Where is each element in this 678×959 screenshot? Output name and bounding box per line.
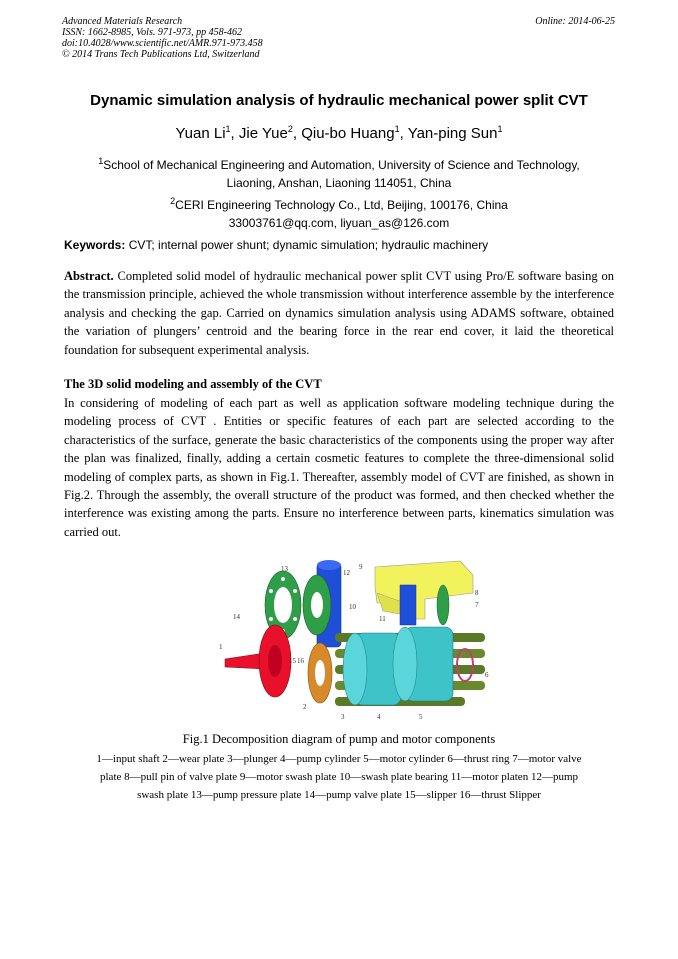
- keywords-text: CVT; internal power shunt; dynamic simulation; hydraulic machinery: [125, 238, 489, 252]
- affiliation-2: $^2$CERI Engineering Technology Co., Ltd, Beijing, 100176, China: [170, 196, 508, 212]
- affiliation-sup: 2: [170, 196, 176, 206]
- affiliation-sup: 1: [98, 156, 104, 166]
- figure-label: 16: [297, 657, 304, 665]
- author-sup: 1: [394, 124, 400, 134]
- online-date: Online: 2014-06-25: [535, 16, 615, 27]
- figure-label: 11: [379, 615, 386, 623]
- exploded-assembly-figure: [205, 553, 495, 728]
- affiliation-1-line-1: $^1$School of Mechanical Engineering and Automation, University of Science and Technology,: [98, 156, 580, 172]
- keywords-label: Keywords:: [64, 238, 126, 252]
- section-body: In considering of modeling of each part as well as application software modeling technique during the modeling process of CVT . Entities or specific features of each part are selected according to the characteristics of the surface, generate the basic characteristics of the components using the proper way after the plan was finalized, finally, adding a certain cosmetic features to complete the three-dimensional solid modeling of complex parts, as shown in Fig.1. Thereafter, assembly model of CVT are finished, as shown in Fig.2. Through the assembly, the overall structure of the product was formed, and then checked whether the interference was existing among the parts. Ensure no interference between parts, kinematics simulation was carried out.: [64, 396, 614, 539]
- author-sup: 2: [287, 124, 293, 134]
- figure-drawing: [205, 553, 495, 728]
- pump-swash-plate-top: [317, 560, 341, 570]
- figure-label: 9: [359, 563, 363, 571]
- abstract-label: Abstract.: [64, 269, 118, 283]
- figure-label: 1: [219, 643, 223, 651]
- figure-label: 7: [475, 601, 479, 609]
- legend-line-3: swash plate 13—pump pressure plate 14—pump valve plate 15—slipper 16—thrust Slipper: [137, 789, 541, 801]
- figure-label: 4: [377, 713, 381, 721]
- affiliation-1-line-2: Liaoning, Anshan, Liaoning 114051, China: [226, 176, 452, 190]
- author-name: Jie Yue: [238, 125, 288, 142]
- author-sup: 1: [225, 124, 231, 134]
- legend-line-2: plate 8—pull pin of valve plate 9—motor swash plate 10—swash plate bearing 11—motor platen 12—pump: [100, 771, 578, 783]
- journal-header: [62, 16, 263, 60]
- figure-label: 5: [419, 713, 423, 721]
- motor-valve-plate-shape: [437, 585, 449, 625]
- figure-caption: Fig.1 Decomposition diagram of pump and motor components: [182, 732, 496, 746]
- pump-pressure-plate-hole: [311, 592, 323, 618]
- author-sup: 1: [497, 124, 503, 134]
- paper-title: Dynamic simulation analysis of hydraulic mechanical power split CVT: [90, 92, 588, 109]
- journal-name: Advanced Materials Research: [62, 16, 183, 27]
- email-addresses: 33003761@qq.com, liyuan_as@126.com: [228, 216, 450, 230]
- issn-line: ISSN: 1662-8985, Vols. 971-973, pp 458-462: [62, 27, 242, 38]
- abstract: [64, 267, 614, 359]
- author-name: Yuan Li: [175, 125, 226, 142]
- figure-label: 8: [475, 589, 479, 597]
- figure-label: 14: [233, 613, 240, 621]
- author-name: Qiu-bo Huang: [301, 125, 395, 142]
- affiliations: [0, 152, 678, 232]
- figure-label: 2: [303, 703, 307, 711]
- figure-label: 15: [289, 657, 296, 665]
- figure-label: 13: [281, 565, 288, 573]
- section-heading: The 3D solid modeling and assembly of the CVT: [64, 377, 322, 391]
- motor-platen-shape: [400, 585, 416, 625]
- figure-label: 12: [343, 569, 350, 577]
- abstract-text: Completed solid model of hydraulic mechanical power split CVT using Pro/E software basing on the transmission principle, achieved the whole transmission without interference assemble by the interference analysis and checking the gap. Carried on dynamics simulation analysis using ADAMS software, obtained the variation of plungers’ centroid and the bearing force in the rear end cover, it laid the theoretical foundation for subsequent experimental analysis.: [64, 269, 614, 357]
- figure-label: 6: [485, 671, 489, 679]
- author-list: Yuan Li$^1$, Jie Yue$^2$, Qiu-bo Huang$^1$, Yan-ping Sun$^1$: [175, 124, 503, 142]
- figure-label: 10: [349, 603, 356, 611]
- copyright-line: © 2014 Trans Tech Publications Ltd, Switzerland: [62, 49, 260, 60]
- figure-label: 3: [341, 713, 345, 721]
- legend-line-1: 1—input shaft 2—wear plate 3—plunger 4—pump cylinder 5—motor cylinder 6—thrust ring 7—motor valve: [96, 753, 582, 765]
- author-name: Yan-ping Sun: [407, 125, 498, 142]
- keywords: [64, 238, 624, 252]
- figure-legend: [66, 750, 612, 804]
- pump-valve-plate-hole: [274, 587, 292, 623]
- doi-line: doi:10.4028/www.scientific.net/AMR.971-973.458: [62, 38, 263, 49]
